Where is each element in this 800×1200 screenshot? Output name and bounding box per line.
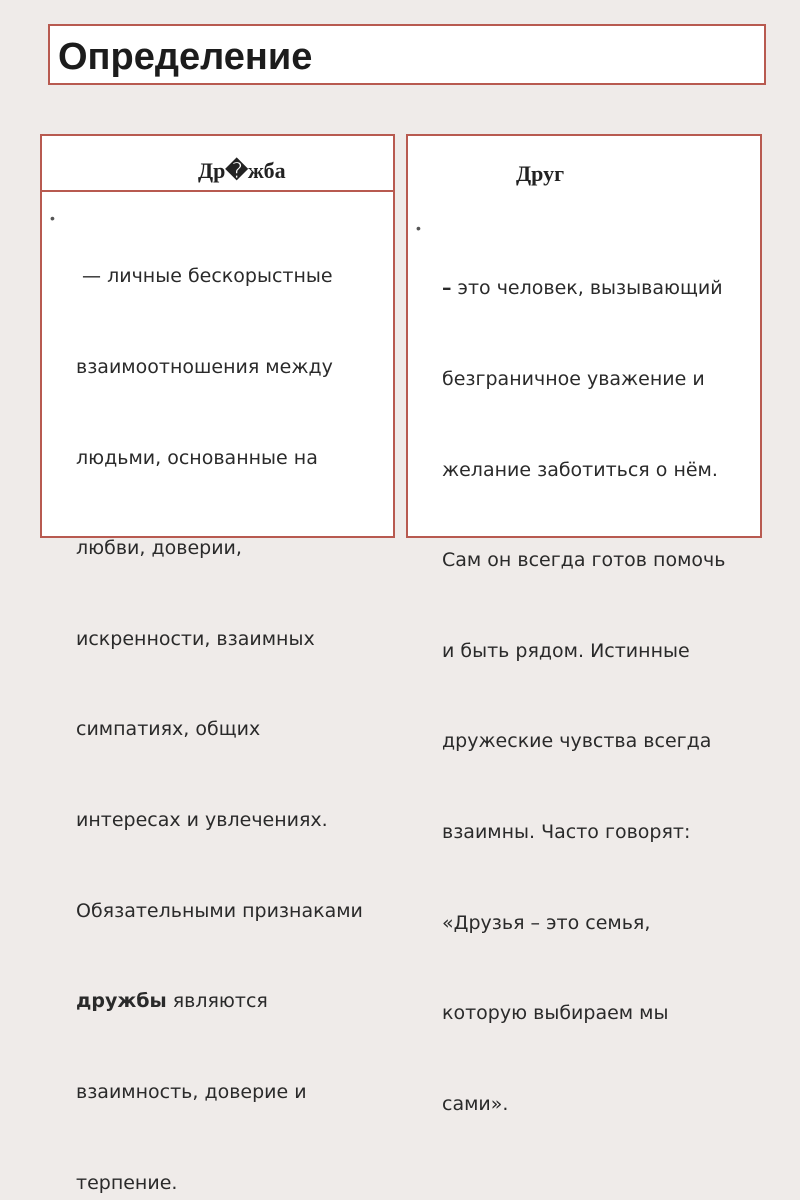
text-line: взаимны. Часто говорят: — [442, 821, 691, 844]
text-line: желание заботиться о нём. — [442, 458, 718, 481]
text-line: симпатиях, общих — [76, 718, 261, 741]
text-line — [76, 986, 363, 1016]
friendship-card-header — [42, 136, 393, 192]
text-fragment: это человек, вызывающий — [451, 277, 723, 300]
text-line: взаимность, доверие и — [76, 1080, 307, 1103]
text-fragment: являются — [166, 990, 268, 1013]
text-line: терпение. — [76, 1171, 178, 1194]
friend-card-header — [408, 136, 760, 192]
text-line: любви, доверии, — [76, 537, 242, 560]
text-line — [442, 273, 725, 303]
text-line: интересах и увлечениях. — [76, 809, 328, 832]
text-line: искренности, взаимных — [76, 627, 315, 650]
emphasized-word: дружбы — [76, 990, 167, 1013]
friend-card — [406, 134, 762, 1115]
text-line: — личные бескорыстные — [76, 265, 333, 288]
text-line: людьми, основанные на — [76, 446, 318, 469]
friendship-definition — [76, 201, 363, 1200]
title-box — [48, 24, 766, 85]
slide-title: Определение — [58, 36, 313, 78]
friendship-heading: Др�жба — [198, 158, 286, 183]
bullet-icon: • — [416, 220, 421, 236]
emphasized-dash: – — [442, 277, 452, 300]
text-line: дружеские чувства всегда — [442, 730, 712, 753]
text-line: Сам он всегда готов помочь — [442, 549, 726, 572]
text-line: сами». — [442, 1092, 509, 1115]
friend-heading: Друг — [516, 161, 565, 186]
text-line: Обязательными признаками — [76, 899, 363, 922]
text-line: и быть рядом. Истинные — [442, 639, 690, 662]
text-line: безграничное уважение и — [442, 368, 705, 391]
friendship-card — [40, 134, 395, 1194]
text-line: взаимоотношения между — [76, 356, 333, 379]
friend-definition — [442, 213, 725, 1180]
text-line: которую выбираем мы — [442, 1002, 669, 1025]
text-line: «Друзья – это семья, — [442, 911, 651, 934]
bullet-icon: • — [50, 210, 55, 226]
